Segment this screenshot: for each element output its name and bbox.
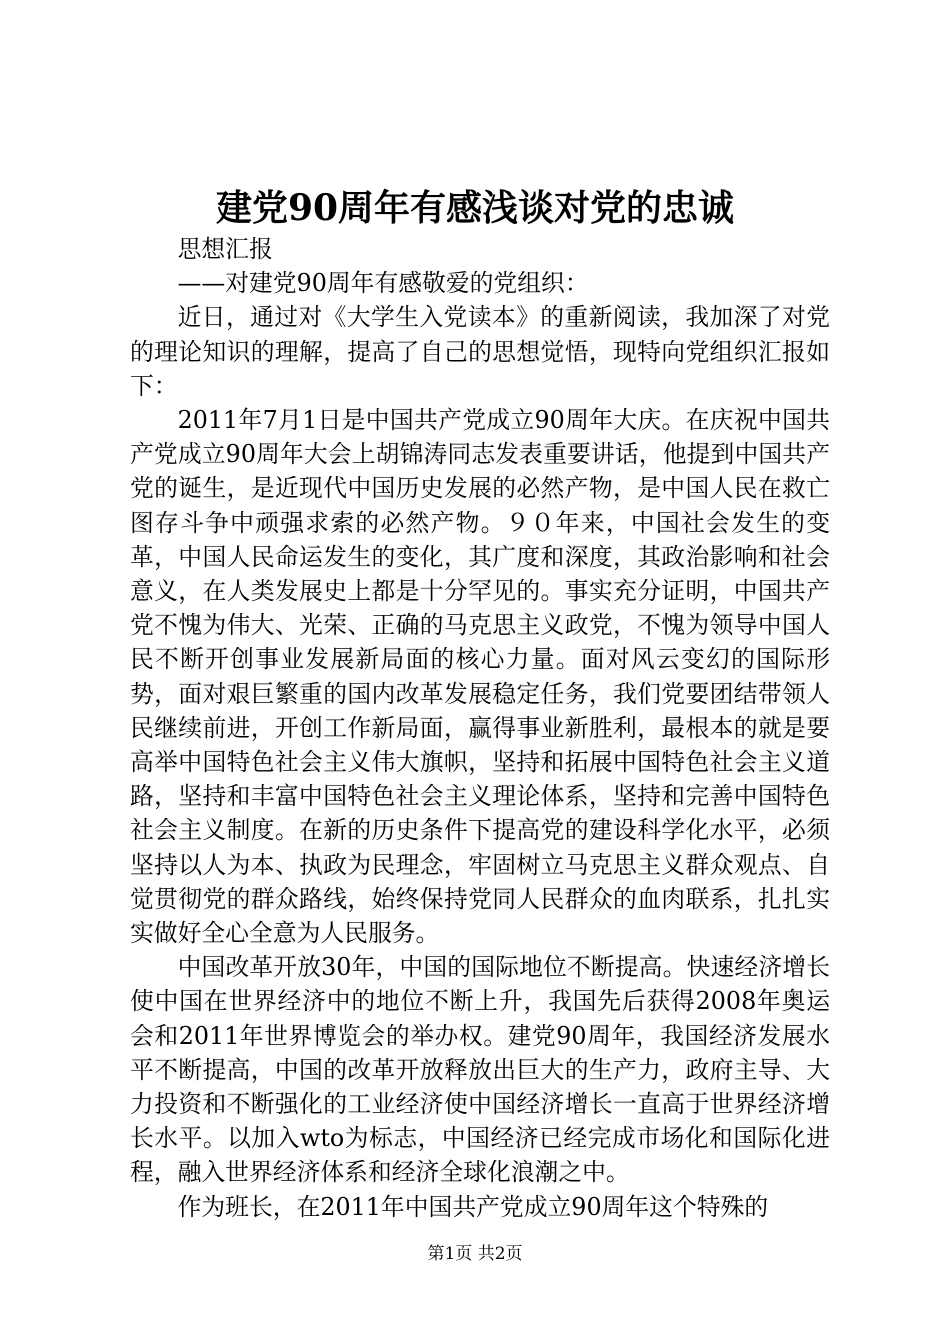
paragraph-intro: 近日，通过对《大学生入党读本》的重新阅读，我加深了对党的理论知识的理解，提高了自己的思想觉悟，现特向党组织汇报如下： <box>130 303 830 400</box>
paragraph-monitor: 作为班长，在2011年中国共产党成立90周年这个特殊的 <box>177 1192 769 1221</box>
document-body <box>130 232 830 1224</box>
document-title: 建党90周年有感浅谈对党的忠诚 <box>215 187 735 229</box>
paragraph-anniversary: 2011年7月1日是中国共产党成立90周年大庆。在庆祝中国共产党成立90周年大会上胡锦涛同志发表重要讲话，他提到中国共产党的诞生，是近现代中国历史发展的必然产物，是中国人民在救亡图存斗争中顽强求索的必然产物。９０年来，中国社会发生的变革，中国人民命运发生的变化，其广度和深度，其政治影响和社会意义，在人类发展史上都是十分罕见的。事实充分证明，中国共产党不愧为伟大、光荣、正确的马克思主义政党，不愧为领导中国人民不断开创事业发展新局面的核心力量。面对风云变幻的国际形势，面对艰巨繁重的国内改革发展稳定任务，我们党要团结带领人民继续前进，开创工作新局面，赢得事业新胜利，最根本的就是要高举中国特色社会主义伟大旗帜，坚持和拓展中国特色社会主义道路，坚持和丰富中国特色社会主义理论体系，坚持和完善中国特色社会主义制度。在新的历史条件下提高党的建设科学化水平，必须坚持以人为本、执政为民理念，牢固树立马克思主义群众观点、自觉贯彻党的群众路线，始终保持党同人民群众的血肉联系，扎扎实实做好全心全意为人民服务。 <box>130 406 830 948</box>
paragraph-reform: 中国改革开放30年，中国的国际地位不断提高。快速经济增长使中国在世界经济中的地位不断上升，我国先后获得2008年奥运会和2011年世界博览会的举办权。建党90周年，我国经济发展水平不断提高，中国的改革开放释放出巨大的生产力，政府主导、大力投资和不断强化的工业经济使中国经济增长一直高于世界经济增长水平。以加入wto为标志，中国经济已经完成市场化和国际化进程，融入世界经济体系和经济全球化浪潮之中。 <box>130 953 830 1187</box>
paragraph-salutation: ——对建党90周年有感敬爱的党组织： <box>177 269 589 298</box>
page-number-footer: 第1页 共2页 <box>427 1244 523 1264</box>
paragraph-heading: 思想汇报 <box>177 235 273 263</box>
